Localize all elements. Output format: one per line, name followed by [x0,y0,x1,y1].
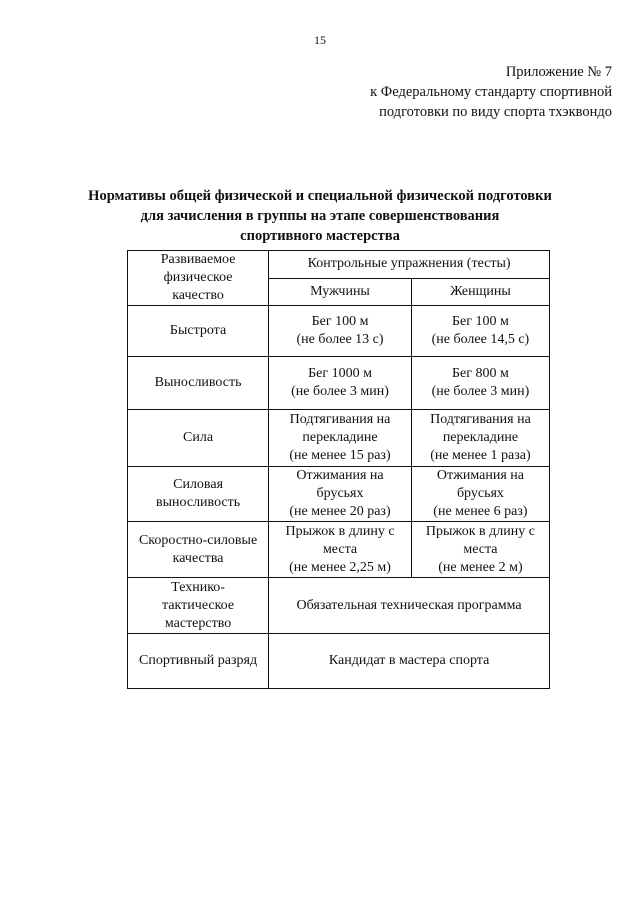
quality-line: Технико- [171,579,225,595]
quality-cell: Спортивный разряд [128,634,269,689]
quality-line: мастерство [164,615,232,631]
quality-line: Быстрота [169,323,227,338]
table-row [128,306,550,357]
men-line: (не менее 2,25 м) [289,559,391,575]
tech-program-cell: Обязательная техническая программа [269,578,550,634]
women-line: (не менее 2 м) [438,559,523,575]
table-header-row [128,251,550,279]
quality-line: Сила [183,430,214,445]
header-quality-line: качество [172,288,224,303]
header-quality-cell [128,251,269,306]
women-cell [411,522,549,578]
annex-line-3: подготовки по виду спорта тхэквондо [379,104,612,120]
quality-line: Скоростно-силовые [138,532,258,548]
document-title [40,186,600,246]
standards-table [127,250,550,689]
men-line: (не более 3 мин) [291,384,389,399]
quality-line: Силовая [173,477,224,492]
men-line: брусьях [316,486,364,501]
women-line: (не менее 6 раз) [433,504,528,519]
women-cell [411,467,549,522]
annex-line-1: Приложение № 7 [505,64,612,80]
quality-cell [128,467,269,522]
women-line: брусьях [456,486,504,501]
quality-line: Выносливость [154,375,242,390]
men-line: Бег 1000 м [308,366,372,381]
women-line: Подтягивания на [430,412,531,427]
women-line: Бег 800 м [452,366,509,381]
women-line: перекладине [442,430,519,445]
men-line: (не менее 20 раз) [289,504,391,519]
women-cell [411,410,549,467]
table-row [128,357,550,410]
annex-header [370,62,612,122]
table-row [128,634,550,689]
table-row [128,522,550,578]
title-line-2: для зачисления в группы на этапе совершенствования [140,208,500,224]
women-line: Прыжок в длину с [425,523,535,539]
header-quality-line: физическое [163,270,233,285]
annex-line-2: к Федеральному стандарту спортивной [370,84,612,100]
men-line: Бег 100 м [311,314,369,329]
header-men-cell: Мужчины [269,278,412,306]
men-cell [269,467,412,522]
header-tests-cell: Контрольные упражнения (тесты) [269,251,550,279]
women-line: Бег 100 м [452,314,509,329]
quality-cell [128,306,269,357]
quality-line: тактическое [162,597,235,613]
quality-cell [128,578,269,634]
men-cell [269,522,412,578]
men-line: места [322,541,358,557]
women-cell [411,357,549,410]
women-line: места [463,541,498,557]
quality-cell [128,410,269,467]
rank-value-cell: Кандидат в мастера спорта [269,634,550,689]
page-number: 15 [314,33,326,47]
quality-line: качества [172,550,224,566]
header-women-cell: Женщины [411,278,549,306]
men-line: Подтягивания на [289,412,391,427]
women-line: Отжимания на [436,468,525,483]
men-cell [269,357,412,410]
quality-cell [128,522,269,578]
women-cell [411,306,549,357]
title-line-1: Нормативы общей физической и специальной физической подготовки [88,188,552,204]
title-line-3: спортивного мастерства [240,228,400,244]
women-line: (не менее 1 раза) [430,448,531,463]
men-line: перекладине [302,430,378,445]
men-cell [269,410,412,467]
table-row [128,467,550,522]
men-line: Прыжок в длину с [285,523,395,539]
quality-cell [128,357,269,410]
header-quality-line: Развиваемое [160,252,236,267]
women-line: (не более 3 мин) [431,384,530,399]
men-cell [269,306,412,357]
men-line: Отжимания на [296,468,384,483]
table-row [128,578,550,634]
men-line: (не менее 15 раз) [289,448,391,463]
quality-line: выносливость [156,495,241,510]
women-line: (не более 14,5 с) [431,332,530,347]
men-line: (не более 13 с) [296,332,384,347]
table-row [128,410,550,467]
